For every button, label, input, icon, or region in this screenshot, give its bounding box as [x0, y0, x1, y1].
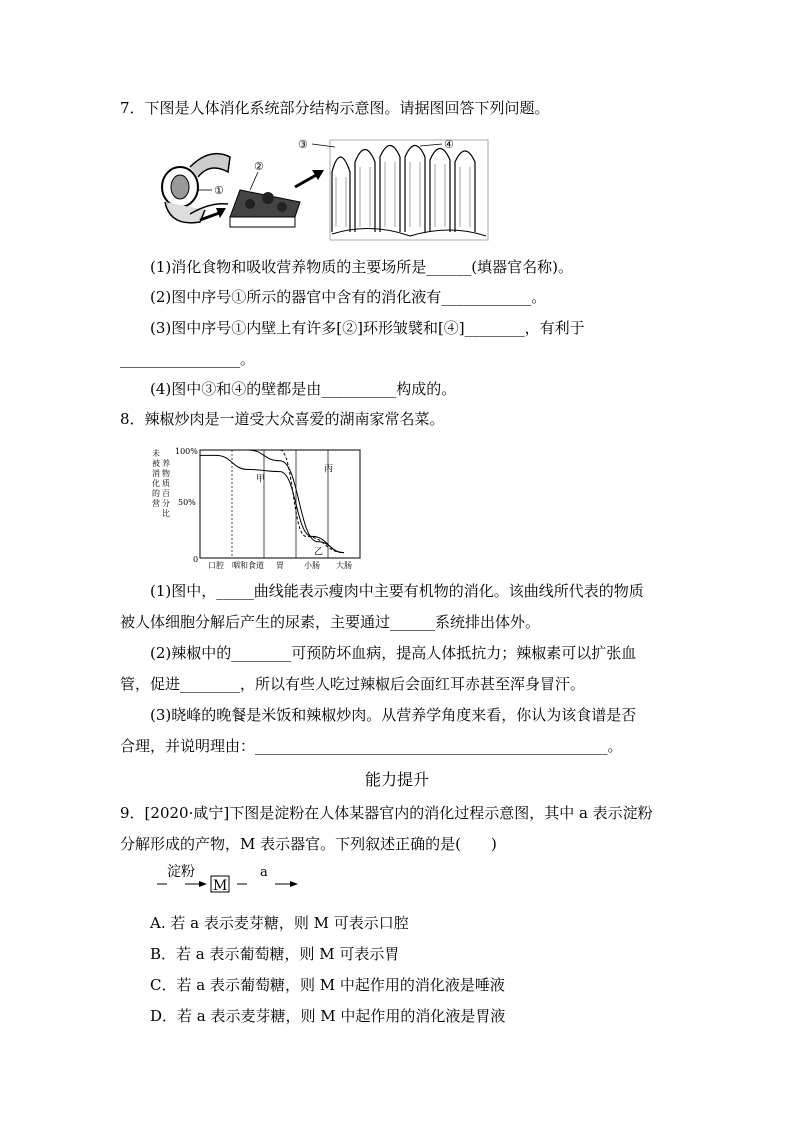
q8-part2-line1: (2)辣椒中的________可预防坏血病，提高人体抵抗力；辣椒素可以扩张血: [150, 644, 637, 662]
digestive-structure-figure: [150, 132, 490, 242]
category-label: 胃: [276, 561, 284, 570]
ylabel-char: 的: [152, 489, 160, 498]
ytick-100: 100%: [175, 447, 198, 456]
diagram-output-label: a: [260, 865, 268, 880]
ylabel-char: 质: [162, 479, 170, 488]
ytick-0: 0: [193, 555, 199, 564]
series-label: 丙: [324, 464, 334, 475]
y-axis-label: [152, 448, 170, 518]
series-label: 乙: [314, 547, 324, 558]
ylabel-char: 百: [162, 489, 170, 498]
q8-part2-line2: 管，促进________，所以有些人吃过辣椒后会面红耳赤甚至浑身冒汗。: [120, 675, 586, 693]
series-line-丙: [200, 450, 344, 553]
digestion-chart: [148, 442, 398, 572]
ylabel-char: 被: [152, 459, 160, 468]
ylabel-char: 分: [162, 499, 170, 508]
plot-frame: [200, 450, 360, 558]
ylabel-char: 物: [162, 469, 170, 478]
section-title: 能力提升: [364, 770, 430, 789]
villus-drawing: [330, 140, 488, 240]
q8-part3-line2: 合理，并说明理由：_______________________________________________。: [120, 737, 623, 755]
option-c: C．若 a 表示葡萄糖，则 M 中起作用的消化液是唾液: [150, 976, 505, 994]
label-3: ③: [298, 138, 308, 151]
ytick-50: 50%: [178, 498, 196, 507]
q7-part4: (4)图中③和④的壁都是由__________构成的。: [150, 380, 457, 398]
q7-part3-line2: ________________。: [120, 350, 256, 368]
label-4: ④: [444, 138, 454, 151]
q8-part1-line1: (1)图中，_____曲线能表示瘦肉中主要有机物的消化。该曲线所代表的物质: [150, 582, 644, 600]
diagram-organ-label: M: [213, 878, 228, 894]
q9-process-diagram: [155, 864, 315, 894]
q7-part1: (1)消化食物和吸收营养物质的主要场所是______(填器官名称)。: [150, 258, 573, 276]
label-2: ②: [254, 160, 264, 173]
series-line-甲: [200, 455, 344, 552]
category-label: 咽和食道: [232, 561, 264, 570]
q9-stem-line2: 分解形成的产物，M 表示器官。下列叙述正确的是( ): [120, 835, 497, 853]
q8-stem: 8．辣椒炒肉是一道受大众喜爱的湖南家常名菜。: [120, 410, 445, 428]
ylabel-char: 化: [152, 479, 160, 488]
ylabel-char: 营: [152, 499, 160, 508]
q8-part3-line1: (3)晓峰的晚餐是米饭和辣椒炒肉。从营养学角度来看，你认为该食谱是否: [150, 706, 637, 724]
series-label: 甲: [256, 474, 266, 485]
q7-stem: 7．下图是人体消化系统部分结构示意图。请据图回答下列问题。: [120, 99, 550, 117]
diagram-input-label: 淀粉: [167, 864, 195, 880]
option-a: A. 若 a 表示麦芽糖，则 M 可表示口腔: [150, 914, 409, 932]
q7-part3-line1: (3)图中序号①内壁上有许多[②]环形皱襞和[④]________，有利于: [150, 319, 585, 337]
ylabel-char: 养: [162, 459, 170, 468]
intestine-wall-block: [230, 190, 300, 227]
q9-stem-line1: 9．[2020·咸宁]下图是淀粉在人体某器官内的消化过程示意图，其中 a 表示淀粉: [120, 804, 653, 822]
q8-part1-line2: 被人体细胞分解后产生的尿素，主要通过______系统排出体外。: [120, 613, 541, 631]
option-d: D．若 a 表示麦芽糖，则 M 中起作用的消化液是胃液: [150, 1007, 506, 1025]
q7-part2: (2)图中序号①所示的器官中含有的消化液有____________。: [150, 288, 547, 306]
category-label: 大肠: [336, 561, 352, 570]
series-line-乙: [200, 450, 344, 553]
arrow-2: [295, 174, 318, 187]
option-b: B．若 a 表示葡萄糖，则 M 可表示胃: [150, 945, 400, 963]
label-1: ①: [214, 184, 224, 197]
category-label: 口腔: [208, 561, 224, 570]
category-label: 小肠: [304, 561, 320, 570]
ylabel-char: 消: [152, 469, 160, 478]
ylabel-char: 未: [152, 449, 160, 458]
ylabel-char: 比: [162, 509, 170, 518]
